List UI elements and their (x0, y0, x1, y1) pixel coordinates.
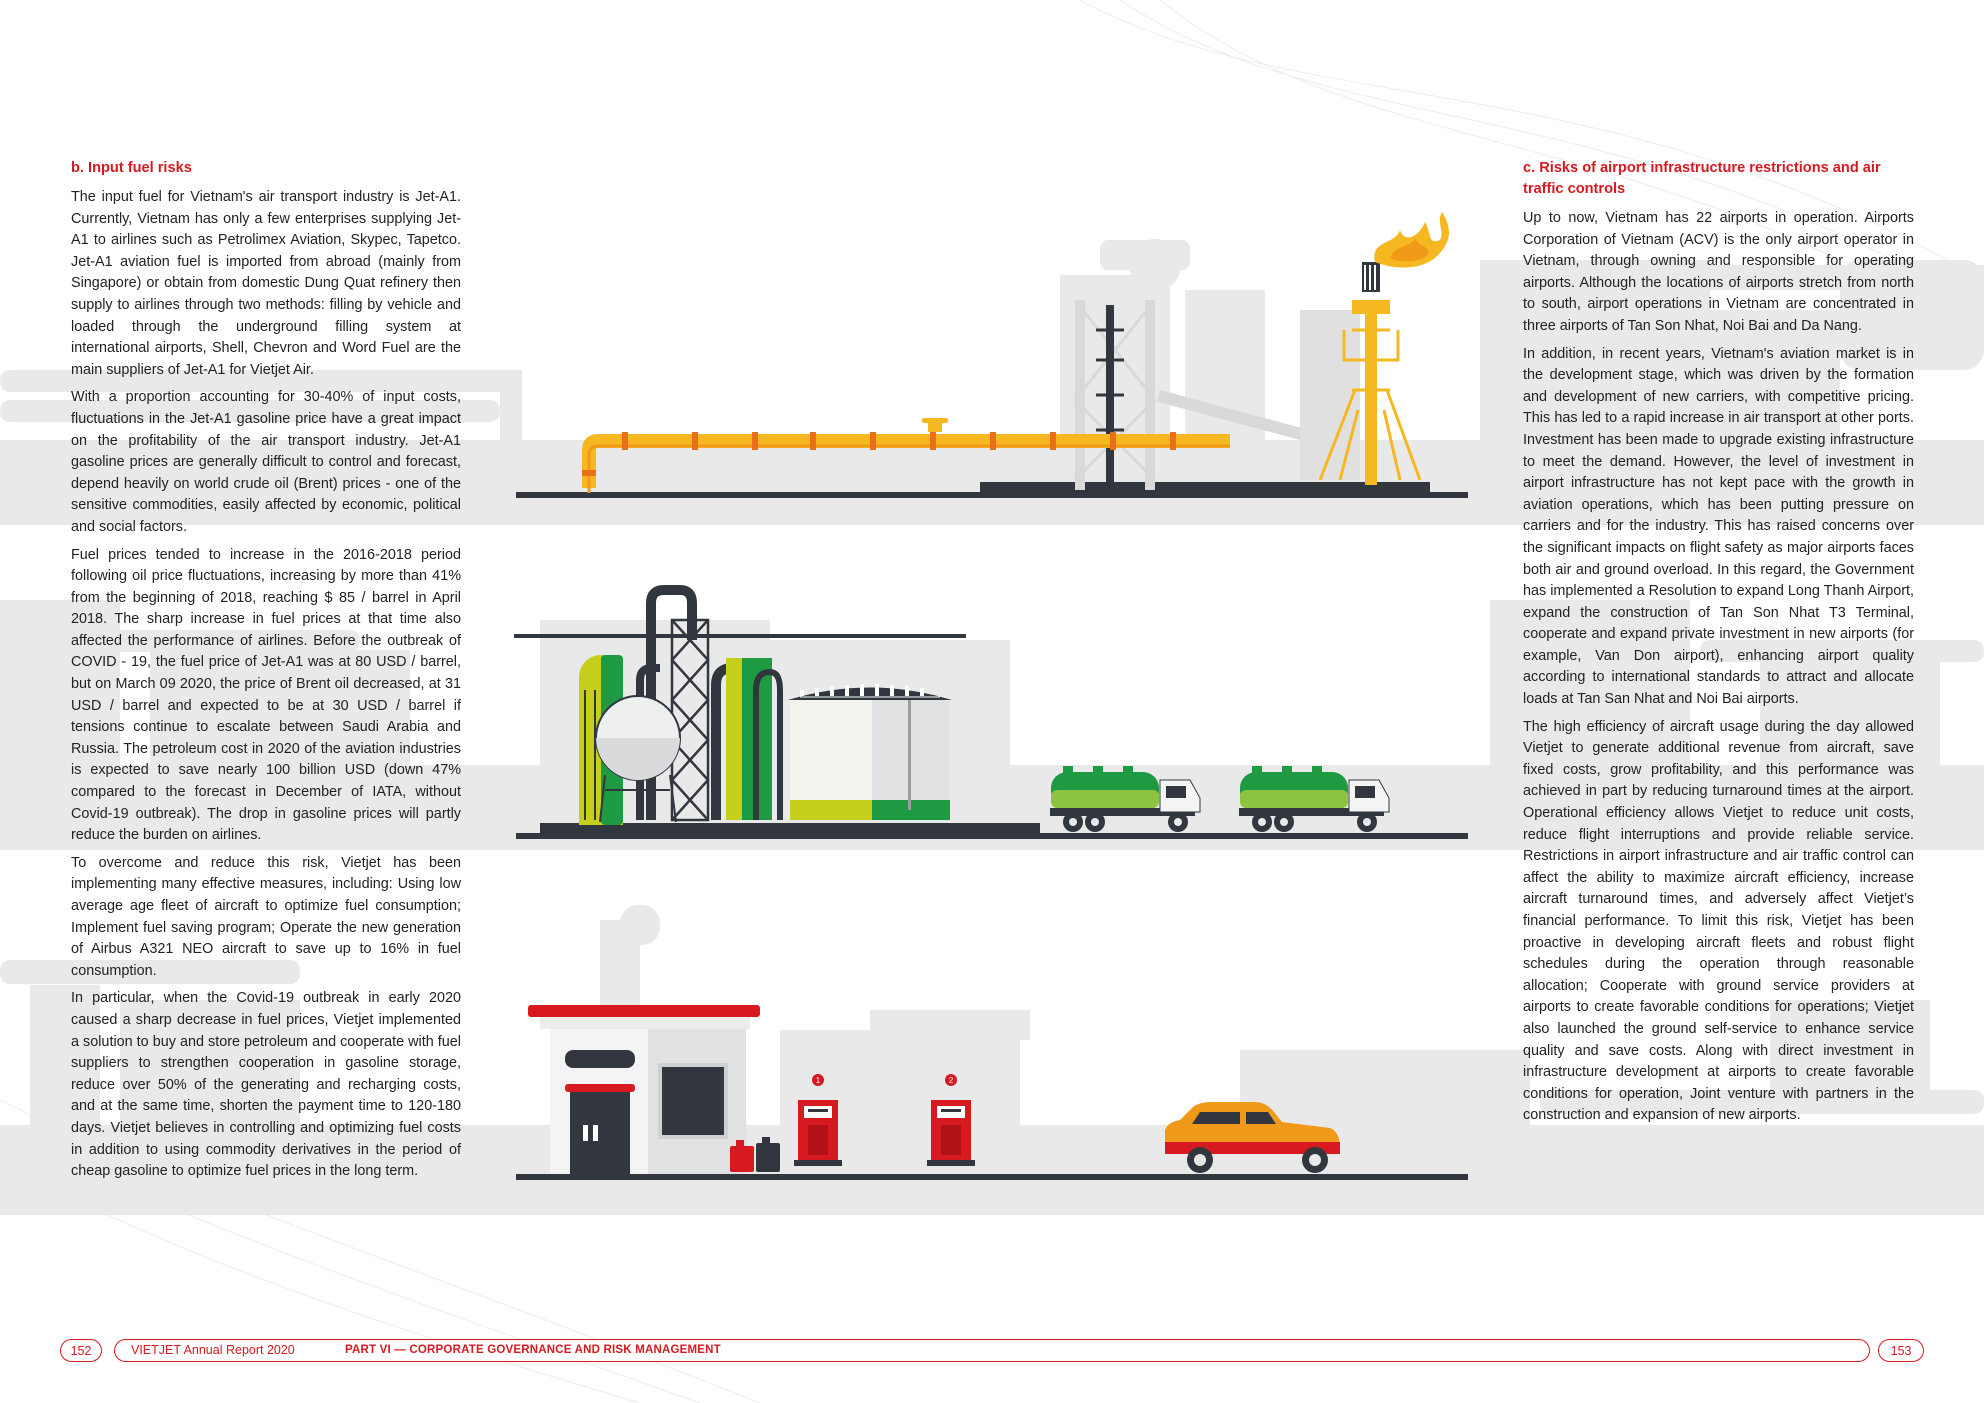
pump-1-number: 1 (815, 1076, 821, 1085)
page-number-left: 152 (60, 1339, 102, 1362)
part-title: PART VI — CORPORATE GOVERNANCE AND RISK MANAGEMENT (345, 1344, 721, 1356)
paragraph: The input fuel for Vietnam's air transport industry is Jet-A1. Currently, Vietnam has only a few enterprises supplying Jet-A1 to airlines such as Petrolimex Aviation, Skypec, Tapetco. Jet-A1 aviation fuel is imported from abroad (mainly from Singapore) or obtain from domestic Dung Quat refinery then supply to airlines through two methods: filling by vehicle and loaded through the underground filling system at international airports, Shell, Chevron and Word Fuel are the main suppliers of Jet-A1 for Vietjet Air. (71, 189, 461, 378)
section-heading-input-fuel-risks: b. Input fuel risks (71, 160, 192, 176)
right-column (1523, 158, 1914, 1133)
paragraph: Fuel prices tended to increase in the 2016-2018 period following oil price fluctuations, increasing by more than 41% from the beginning of 2018, reaching $ 85 / barrel in April 2018. The sharp increase in fuel prices at that time also affected the performance of airlines. Before the outbreak of COVID - 19, the fuel price of Jet-A1 was at 80 USD / barrel, but on March 09 2020, the price of Brent oil decreased, at 31 USD / barrel and expected to be at 30 USD / barrel if tensions continue to escalate between Saudi Arabia and Russia. The petroleum cost in 2020 of the aviation industries is expected to save nearly 100 billion USD (down 47% compared to the forecast in December of IATA, without Covid-19 outbreak). The drop in gasoline prices will partly reduce the burden on airlines. (71, 546, 461, 844)
left-column (71, 158, 461, 1189)
paragraph: Up to now, Vietnam has 22 airports in operation. Airports Corporation of Vietnam (ACV) is the only airport operator in Vietnam, through owning and responsible for operating airports. Although the locations of airports stretch from north to south, airport operations in Vietnam are concentrated in three airports of Tan Son Nhat, Noi Bai and Da Nang. (1523, 210, 1914, 334)
paragraph: The high efficiency of aircraft usage during the day allowed Vietjet to generate additional revenue from aircraft, save fixed costs, grow profitability, and this performance was achieved in part by reducing turnaround times at the airport. Operational efficiency allows Vietjet to reduce unit costs, reduce flight interruptions and provide reliable service. Restrictions in airport infrastructure and air traffic control can affect the ability to maximize aircraft efficiency, increase aircraft turnaround times, and adversely affect Vietjet’s financial performance. To limit this risk, Vietjet has been proactive in developing aircraft fleets and robust flight schedules during the operation through reasonable allocation; Cooperate with ground service providers at airports to create favorable conditions for operations; Vietjet also launched the ground self-service to enhance service quality and save costs. Along with direct investment in infrastructure development at airports to create favorable conditions for operation, Joint venture with partners in the construction and expansion of new airports. (1523, 718, 1914, 1124)
footer-bar (114, 1339, 1870, 1362)
paragraph: In particular, when the Covid-19 outbreak in early 2020 caused a sharp decrease in fuel prices, Vietjet implemented a solution to buy and store petroleum and cooperate with fuel suppliers to strengthen cooperation in gasoline storage, reduce over 50% of the generating and recharging costs, and at the same time, shorten the payment time to 120-180 days. Vietjet believes in controlling and optimizing fuel costs in addition to using commodity derivatives in the period of cheap gasoline to optimize fuel prices in the long term. (71, 990, 461, 1180)
section-heading-airport-infrastructure-risks: c. Risks of airport infrastructure restrictions and air traffic controls (1523, 160, 1881, 197)
pump-2-number: 2 (948, 1076, 954, 1085)
report-name: VIETJET Annual Report 2020 (131, 1343, 295, 1357)
paragraph: In addition, in recent years, Vietnam's aviation market is in the development stage, which was driven by the formation and development of new carriers, with competitive pricing. This has led to a rapid increase in air transport at other ports. Investment has been made to upgrade existing infrastructure to meet the demand. However, the level of investment in airport infrastructure has not kept pace with the growth in aviation operations, which has been putting pressure on carriers and for the industry. This has raised concerns over the significant impacts on flight safety as major airports faces both air and ground overload. In this regard, the Government has implemented a Resolution to expand Long Thanh Airport, expand the construction of Tan Son Nhat T3 Terminal, cooperate and expand private investment in new airports (for example, Van Don airport), enhancing airport quality according to international standards to attract and allocate loads at Tan San Nhat and Noi Bai airports. (1523, 345, 1914, 708)
paragraph: To overcome and reduce this risk, Vietjet has been implementing many effective measures, including: Using low average age fleet of aircraft to optimize fuel consumption; Implement fuel saving program; Operate the new generation of Airbus A321 NEO aircraft to save up to 16% in fuel consumption. (71, 854, 461, 979)
page-number-right: 153 (1878, 1339, 1924, 1362)
paragraph: With a proportion accounting for 30-40% of input costs, fluctuations in the Jet-A1 gasoline price have a great impact on the profitability of the air transport industry. Jet-A1 gasoline prices are generally difficult to control and forecast, depend heavily on world crude oil (Brent) prices - one of the sensitive commodities, easily affected by economic, political and social factors. (71, 389, 461, 535)
